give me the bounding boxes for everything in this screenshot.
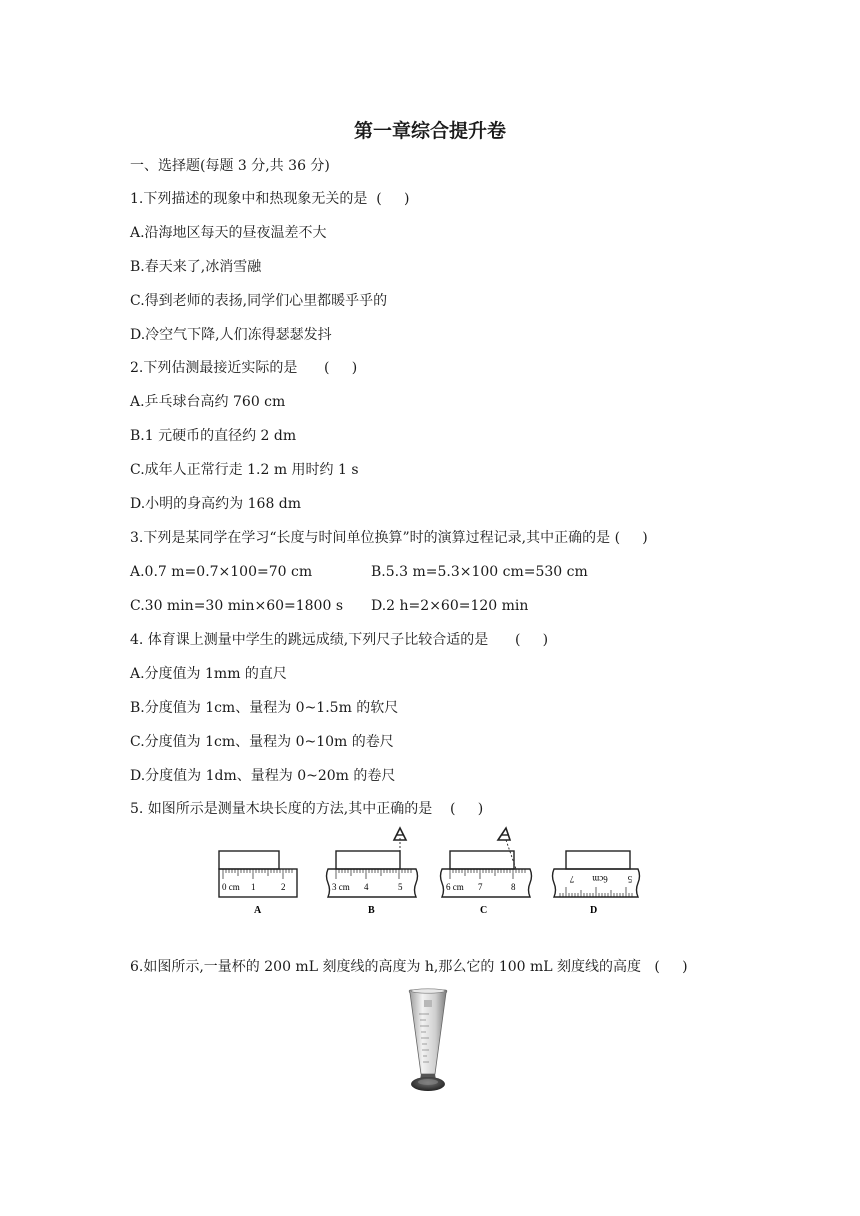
ruler-b-tick-2: 5 — [398, 882, 403, 892]
panel-label-a: A — [254, 905, 262, 916]
ruler-a-tick-1: 1 — [251, 882, 256, 892]
section-heading: 一、选择题(每题 3 分,共 36 分) — [130, 158, 330, 174]
question-2-option-d: D.小明的身高约为 168 dm — [130, 496, 302, 512]
question-1-option-a: A.沿海地区每天的昼夜温差不大 — [130, 225, 327, 241]
ruler-d-tick-0: 7 — [569, 874, 575, 884]
question-3-option-d: D.2 h=2×60=120 min — [371, 598, 529, 614]
question-3-option-b: B.5.3 m=5.3×100 cm=530 cm — [371, 564, 588, 580]
ruler-a-tick-0: 0 cm — [222, 882, 240, 892]
page-title: 第一章综合提升卷 — [353, 120, 506, 142]
question-4-option-a: A.分度值为 1mm 的直尺 — [130, 666, 287, 682]
question-2-option-a: A.乒乓球台高约 760 cm — [130, 394, 286, 410]
question-4-option-d: D.分度值为 1dm、量程为 0~20m 的卷尺 — [130, 768, 396, 784]
question-6-stem: 6.如图所示,一量杯的 200 mL 刻度线的高度为 h,那么它的 100 mL 刻度线的高度 ( ) — [130, 959, 688, 975]
panel-label-b: B — [368, 905, 375, 916]
question-3-option-c: C.30 min=30 min×60=1800 s — [130, 598, 344, 614]
ruler-measurement-figure — [218, 826, 642, 918]
ruler-panel-d — [553, 851, 640, 916]
ruler-panel-c — [441, 828, 532, 916]
question-3-option-a: A.0.7 m=0.7×100=70 cm — [130, 564, 313, 580]
question-4-stem: 4. 体育课上测量中学生的跳远成绩,下列尺子比较合适的是 ( ) — [130, 632, 549, 648]
ruler-c-tick-1: 7 — [478, 882, 483, 892]
question-5-stem: 5. 如图所示是测量木块长度的方法,其中正确的是 ( ) — [130, 801, 484, 817]
ruler-d-tick-1: 6cm — [592, 874, 608, 884]
question-1-option-c: C.得到老师的表扬,同学们心里都暖乎乎的 — [130, 293, 388, 309]
ruler-a-tick-2: 2 — [281, 882, 286, 892]
panel-label-d: D — [590, 905, 598, 916]
ruler-d-tick-2: 5 — [627, 874, 633, 884]
question-2-stem: 2.下列估测最接近实际的是 ( ) — [130, 360, 358, 376]
question-4-option-b: B.分度值为 1cm、量程为 0~1.5m 的软尺 — [130, 700, 399, 716]
panel-label-c: C — [480, 905, 488, 916]
ruler-c-tick-0: 6 cm — [446, 882, 464, 892]
ruler-b-tick-1: 4 — [364, 882, 369, 892]
ruler-panel-a — [219, 851, 297, 916]
question-4-option-c: C.分度值为 1cm、量程为 0~10m 的卷尺 — [130, 734, 394, 750]
ruler-panel-b — [327, 828, 418, 916]
eye-icon — [498, 828, 510, 840]
question-1-option-b: B.春天来了,冰消雪融 — [130, 259, 262, 275]
ruler-b-tick-0: 3 cm — [332, 882, 350, 892]
ruler-c-tick-2: 8 — [511, 882, 516, 892]
question-3-stem: 3.下列是某同学在学习“长度与时间单位换算”时的演算过程记录,其中正确的是 ( ) — [130, 530, 648, 546]
question-1-stem: 1.下列描述的现象中和热现象无关的是 ( ) — [130, 191, 410, 207]
measuring-cup-image — [405, 988, 451, 1092]
question-2-option-c: C.成年人正常行走 1.2 m 用时约 1 s — [130, 462, 359, 478]
question-1-option-d: D.冷空气下降,人们冻得瑟瑟发抖 — [130, 327, 332, 343]
question-2-option-b: B.1 元硬币的直径约 2 dm — [130, 428, 297, 444]
